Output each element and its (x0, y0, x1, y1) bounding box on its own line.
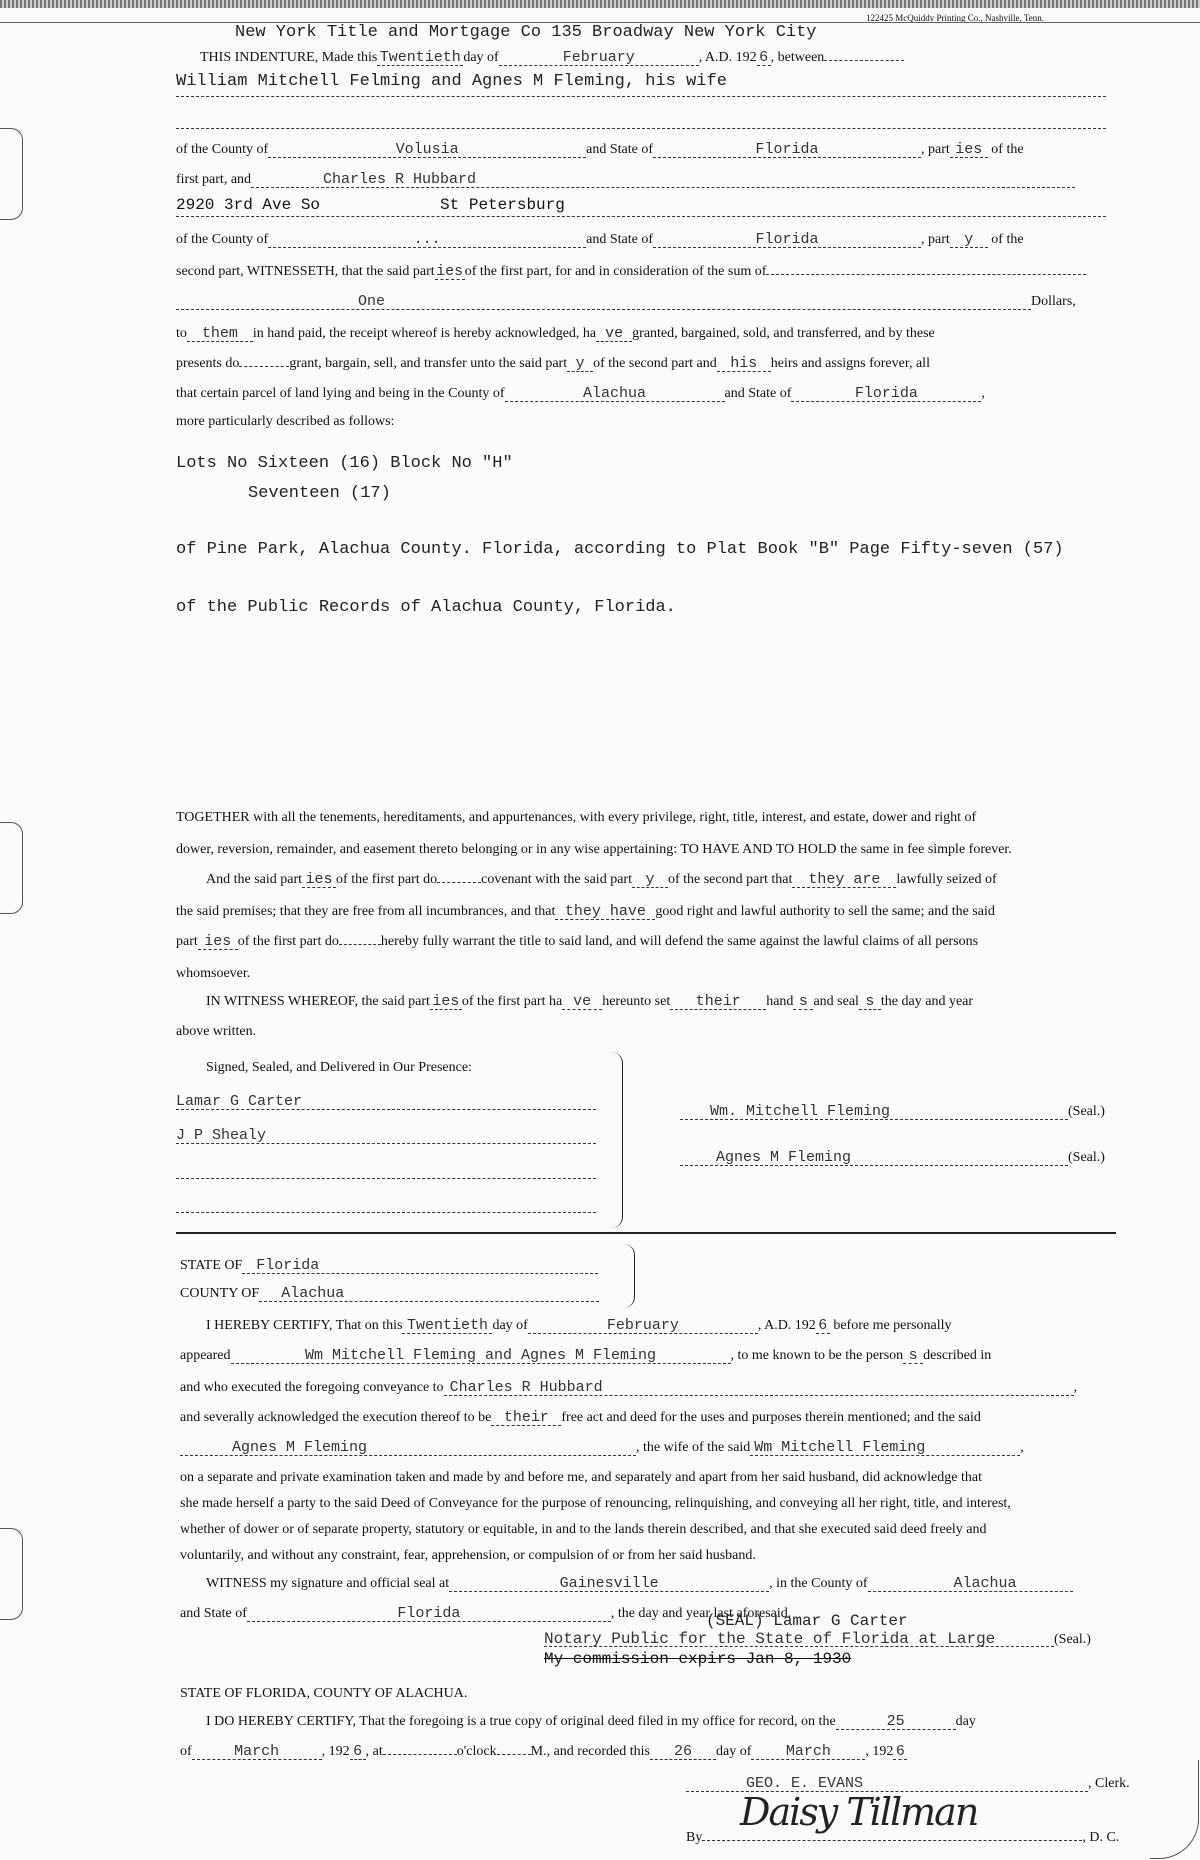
p2e: lawfully seized of (896, 872, 997, 887)
grantee-line (176, 172, 1075, 188)
grantee-address-line (176, 196, 565, 214)
recorded-year: 6 (895, 1743, 905, 1760)
ack-exam-line-3: whether of dower or of separate property, statutory or equitable, in and to the lands therein described, and that she executed said deed freely and (180, 1522, 987, 1537)
witness-whereof-line (206, 994, 973, 1010)
whomsoever-line: whomsoever. (176, 966, 251, 981)
presents-b: grant, bargain, sell, and transfer unto the said part (289, 356, 568, 371)
deputy-signature: Daisy Tillman (740, 1790, 978, 1834)
presence-label: Signed, Sealed, and Delivered in Our Presence: (206, 1060, 472, 1075)
consideration-line (176, 326, 935, 342)
w1-suffix-4: s (798, 993, 808, 1010)
ack-county-label: COUNTY OF (180, 1286, 260, 1301)
binder-hole-bottom (0, 1528, 23, 1620)
p2c: covenant with the said part (481, 872, 632, 887)
w1-suffix-2: ve (573, 993, 592, 1010)
ack-w2b: , the day and year last aforesaid. (610, 1606, 792, 1621)
by-label: By (686, 1830, 703, 1845)
grantor-state: Florida (755, 141, 819, 158)
c4b: free act and deed for the uses and purposes therein mentioned; and the said (561, 1410, 981, 1425)
grantor-1-signature: Wm. Mitchell Fleming (710, 1103, 891, 1120)
grantee-address-street: 2920 3rd Ave So (176, 196, 321, 214)
county-label: of the County of (176, 142, 269, 157)
c2b: , to me known to be the person (730, 1348, 904, 1363)
p4b: of the first part do (237, 934, 339, 949)
r2g: , 192 (865, 1744, 894, 1759)
indenture-day: Twentieth (379, 49, 461, 66)
r2e: M., and recorded this (530, 1744, 650, 1759)
recording-line-2 (180, 1744, 907, 1760)
above-written-line: above written. (176, 1024, 257, 1039)
r2c: , at (365, 1744, 383, 1759)
to-whom: them (201, 325, 238, 342)
signature-brace (612, 1052, 623, 1228)
ack-state: Florida (256, 1257, 320, 1274)
witnesseth-suffix: ies (436, 263, 464, 280)
grantee-address-city: St Petersburg (440, 196, 565, 214)
presents-suffix: y (575, 355, 585, 372)
ack-wife-line: Agnes M Fleming , the wife of the said Wm Mitchell Fleming , (180, 1440, 1024, 1456)
recorded-day: 26 (673, 1743, 692, 1760)
indenture-month: February (562, 49, 635, 66)
p4c: hereby fully warrant the title to said land, and will defend the same against the lawful claims of all persons (380, 934, 979, 949)
part-label: , part (921, 142, 950, 157)
recording-month: March (234, 1743, 280, 1760)
ack-appeared-line (180, 1348, 991, 1364)
r2f: day of (715, 1744, 752, 1759)
legal-line-3: of Pine Park, Alachua County. Florida, according to Plat Book "B" Page Fifty-seven (57) (176, 540, 1064, 559)
ack-state-name: Florida (397, 1605, 461, 1622)
described-line: more particularly described as follows: (176, 414, 395, 429)
between-label: , between (770, 50, 825, 65)
recorded-month: March (785, 1743, 831, 1760)
legal-line-1: Lots No Sixteen (16) Block No "H" (176, 454, 513, 473)
ack-brace (624, 1244, 635, 1308)
covenant-line-3 (176, 934, 978, 950)
presents-c: of the second part and (593, 356, 717, 371)
grantor-1-signature-line (680, 1104, 1105, 1120)
p2d: of the second part that (667, 872, 793, 887)
w1b: of the first part ha (461, 994, 563, 1009)
c4a: and severally acknowledged the execution thereof to be (180, 1410, 492, 1425)
grantor-line (176, 96, 1106, 97)
ack-state-line (180, 1258, 598, 1274)
w1-suffix-1: ies (432, 993, 460, 1010)
indenture-lead: THIS INDENTURE, Made this (200, 50, 378, 65)
ack-witness-line (206, 1576, 1073, 1592)
witness-1-line (176, 1094, 596, 1110)
part-suffix: ies (955, 141, 983, 158)
w1a: IN WITNESS WHEREOF, the said part (206, 994, 430, 1009)
p4a: part (176, 934, 198, 949)
c2c: described in (923, 1348, 992, 1363)
p2b: of the first part do (336, 872, 438, 887)
ack-w1a: WITNESS my signature and official seal at (206, 1576, 450, 1591)
notary-seal-name: (SEAL) Lamar G Carter (706, 1612, 908, 1630)
dollars-label: Dollars, (1031, 294, 1076, 309)
c2-suffix: s (908, 1347, 918, 1364)
ack-county-line (180, 1286, 599, 1302)
ack-state-of-line (180, 1606, 791, 1622)
recording-day: 25 (886, 1713, 905, 1730)
ack-state-label: STATE OF (180, 1258, 243, 1273)
p3b: good right and lawful authority to sell the same; and the said (655, 904, 995, 919)
ack-conveyance-line: and who executed the foregoing conveyance to Charles R Hubbard , (180, 1379, 1078, 1396)
w1f: the day and year (880, 994, 974, 1009)
w1e: and seal (813, 994, 859, 1009)
have-suffix: ve (605, 325, 624, 342)
c1-year: 6 (818, 1317, 828, 1334)
recording-heading: STATE OF FLORIDA, COUNTY OF ALACHUA. (180, 1686, 468, 1701)
c1-day: Twentieth (406, 1317, 488, 1334)
habendum-line-1: TOGETHER with all the tenements, hereditaments, and appurtenances, with every privilege, right, title, interest, and estate, dower and right of (176, 810, 977, 825)
r1b: day (955, 1714, 976, 1729)
day-of-label: day of (463, 50, 499, 65)
seal-label-1: (Seal.) (1068, 1104, 1105, 1119)
printer-imprint: 122425 McQuiddy Printing Co., Nashville, Tenn. (866, 13, 1044, 23)
of-the-label: of the (991, 142, 1024, 157)
r1a: I DO HEREBY CERTIFY, That the foregoing is a true copy of original deed filed in my office for record, on the (206, 1714, 836, 1729)
binder-hole-middle (0, 822, 23, 914)
clerk-label: , Clerk. (1088, 1776, 1130, 1791)
ack-county: Alachua (281, 1285, 345, 1302)
clerk-name: GEO. E. EVANS (746, 1775, 864, 1792)
presents-d: heirs and assigns forever, all (770, 356, 930, 371)
c3-name: Charles R Hubbard (449, 1379, 603, 1396)
covenant-line-1 (206, 872, 997, 888)
c1b: day of (492, 1318, 528, 1333)
c2a: appeared (180, 1348, 231, 1363)
paid-b: granted, bargained, sold, and transferred, and by these (632, 326, 935, 341)
c1c: , A.D. 192 (757, 1318, 816, 1333)
r2d: o'clock (456, 1744, 497, 1759)
grantor-county-line (176, 142, 1024, 158)
legal-line-2: Seventeen (17) (248, 484, 391, 503)
ack-w1b: , in the County of (769, 1576, 868, 1591)
c1-month: February (606, 1317, 679, 1334)
grantor-county: Volusia (395, 141, 459, 158)
ack-exam-line-2: she made herself a party to the said Deed of Conveyance for the purpose of renouncing, relinquishing, and conveying all her right, title, and interest, (180, 1496, 1011, 1511)
covenant-line-2 (176, 904, 995, 920)
grantor-2-signature: Agnes M Fleming (716, 1149, 852, 1166)
grantee-name: Charles R Hubbard (323, 171, 477, 188)
indenture-line (200, 50, 904, 66)
state-label: and State of (586, 142, 654, 157)
first-part-and: first part, and (176, 172, 252, 187)
parcel-county: Alachua (583, 385, 647, 402)
acknowledgment-divider (176, 1232, 1116, 1234)
w1-suffix-5: s (865, 993, 875, 1010)
r2b: , 192 (321, 1744, 350, 1759)
grantee-county: ... (413, 231, 441, 248)
grantee-county-line (176, 232, 1024, 248)
c2-names: Wm Mitchell Fleming and Agnes M Fleming (305, 1347, 657, 1364)
witness-2-line (176, 1128, 596, 1144)
ack-county-name: Alachua (953, 1575, 1017, 1592)
grantee-address-underline (176, 216, 1106, 217)
notary-seal-label: (Seal.) (1054, 1632, 1091, 1647)
r2a: of (180, 1744, 192, 1759)
ad-label: , A.D. 192 (698, 50, 757, 65)
state-label-2: and State of (586, 232, 654, 247)
grantor-line-2 (176, 128, 1106, 129)
recording-line-1 (206, 1714, 976, 1730)
recording-year: 6 (353, 1743, 363, 1760)
ack-w2a: and State of (180, 1606, 247, 1621)
w1-suffix-3: their (695, 993, 741, 1010)
c4-suffix: their (503, 1409, 549, 1426)
witness-1-name: Lamar G Carter (176, 1093, 303, 1110)
c5-husband: Wm Mitchell Fleming (754, 1439, 926, 1456)
part-label-2: , part (921, 232, 950, 247)
of-the-label-2: of the (991, 232, 1024, 247)
seal-label-2: (Seal.) (1068, 1150, 1105, 1165)
notary-commission: My commission expirs Jan 8, 1930 (544, 1650, 852, 1668)
grantor-2-signature-line (680, 1150, 1105, 1166)
presents-a: presents do (176, 356, 240, 371)
p3-suffix: they have (564, 903, 646, 920)
w1c: hereunto set (602, 994, 671, 1009)
witness-3-line (176, 1178, 596, 1179)
p4-suffix: ies (204, 933, 232, 950)
typed-header: New York Title and Mortgage Co 135 Broadway New York City (235, 23, 817, 42)
presents-line (176, 356, 930, 372)
habendum-line-2: dower, reversion, remainder, and easement thereto belonging or in any wise appertaining: TO HAVE AND TO HOLD the same in fee simple forever. (176, 842, 1012, 857)
parcel-state: Florida (854, 385, 918, 402)
binder-hole-top (0, 128, 23, 220)
ack-exam-line-1: on a separate and private examination taken and made by and before me, and separately and apart from her said husband, did acknowledge that (180, 1470, 982, 1485)
ack-certify-line (206, 1318, 952, 1334)
heirs-whose: his (730, 355, 758, 372)
p2-suffix-1: ies (305, 871, 333, 888)
witnesseth-b: of the first part, for and in consideration of the sum of (464, 264, 767, 279)
p2a: And the said part (206, 872, 303, 887)
c5-wife: Agnes M Fleming (232, 1439, 368, 1456)
ack-exam-line-4: voluntarily, and without any constraint, fear, apprehension, or compulsion of or from her said husband. (180, 1548, 756, 1563)
witness-4-line (176, 1212, 596, 1213)
parcel-a: that certain parcel of land lying and being in the County of (176, 386, 505, 401)
notary-title: Notary Public for the State of Florida at Large (544, 1630, 996, 1648)
w1d: hand (766, 994, 794, 1009)
sum-amount: One (358, 293, 386, 310)
grantor-names: William Mitchell Felming and Agnes M Fleming, his wife (176, 72, 727, 91)
witnesseth-line (176, 264, 1086, 280)
legal-line-4: of the Public Records of Alachua County, Florida. (176, 598, 676, 617)
c1d: before me personally (833, 1318, 952, 1333)
p2-suffix-3: they are (808, 871, 881, 888)
dc-label: , D. C. (1082, 1830, 1120, 1845)
grantee-state: Florida (755, 231, 819, 248)
parcel-state-label: and State of (724, 386, 792, 401)
paid-a: in hand paid, the receipt whereof is hereby acknowledged, ha (252, 326, 597, 341)
p2-suffix-2: y (645, 871, 655, 888)
county-label-2: of the County of (176, 232, 269, 247)
ack-severally-line (180, 1410, 981, 1426)
sum-line (176, 294, 1076, 310)
parcel-line: that certain parcel of land lying and being in the County of Alachua and State of Florida , (176, 385, 985, 402)
witness-2-name: J P Shealy (176, 1127, 267, 1144)
to-label: to (176, 326, 187, 341)
witnesseth-a: second part, WITNESSETH, that the said part (176, 264, 435, 279)
notary-title-line (544, 1630, 1091, 1648)
part2-suffix: y (964, 231, 974, 248)
c3a: and who executed the foregoing conveyance to (180, 1380, 444, 1395)
indenture-year: 6 (759, 49, 769, 66)
page-edge (1150, 1760, 1199, 1859)
c5a: , the wife of the said (636, 1440, 751, 1455)
p3a: the said premises; that they are free from all incumbrances, and that (176, 904, 556, 919)
ack-place: Gainesville (559, 1575, 659, 1592)
page-top-border (0, 0, 1200, 8)
c1a: I HEREBY CERTIFY, That on this (206, 1318, 403, 1333)
